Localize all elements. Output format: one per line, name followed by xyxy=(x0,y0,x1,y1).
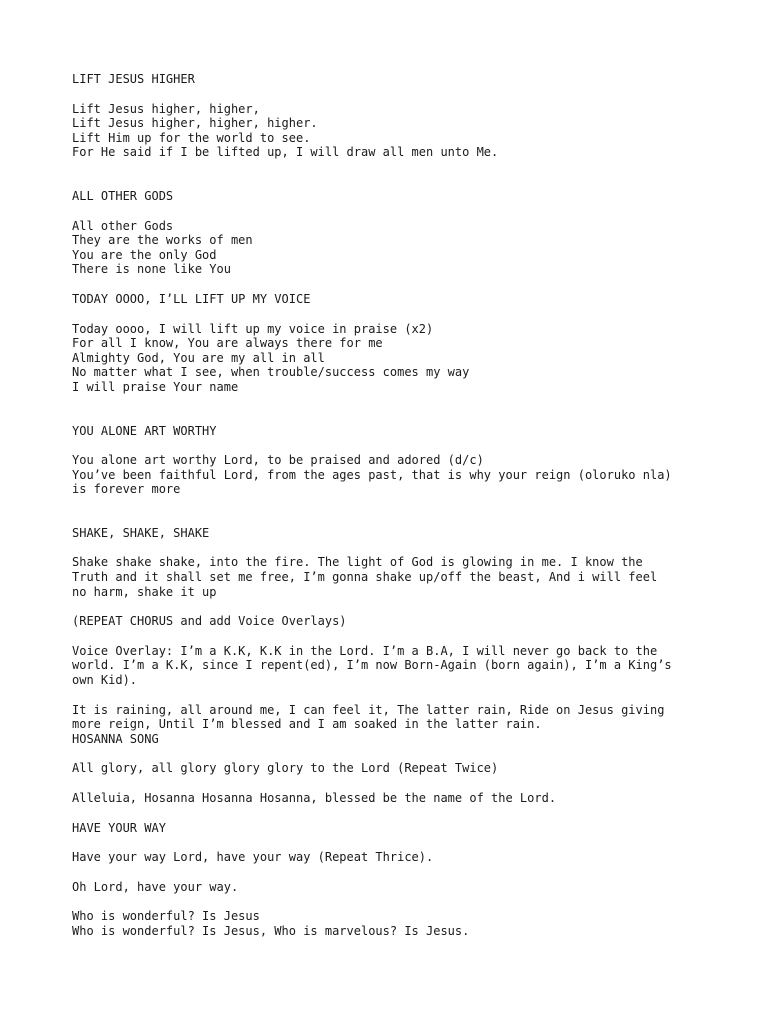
lyric-line: I will praise Your name xyxy=(72,379,239,394)
lyric-line: more reign, Until I’m blessed and I am soaked in the latter rain. xyxy=(72,717,542,732)
song-title: TODAY OOOO, I’LL LIFT UP MY VOICE xyxy=(72,291,311,306)
lyric-line: Lift Him up for the world to see. xyxy=(72,130,311,145)
lyric-line: You’ve been faithful Lord, from the ages past, that is why your reign (oloruko nla) xyxy=(72,467,672,482)
song-title: HOSANNA SONG xyxy=(72,731,159,746)
lyric-line: Lift Jesus higher, higher, higher. xyxy=(72,116,318,131)
lyric-line: no harm, shake it up xyxy=(72,584,217,599)
lyric-line: For He said if I be lifted up, I will draw all men unto Me. xyxy=(72,145,499,160)
song-title: LIFT JESUS HIGHER xyxy=(72,72,195,86)
lyric-line: world. I’m a K.K, since I repent(ed), I’m now Born-Again (born again), I’m a King’s xyxy=(72,658,672,673)
lyric-line: For all I know, You are always there for me xyxy=(72,336,383,351)
song-title: YOU ALONE ART WORTHY xyxy=(72,423,217,438)
lyric-line: All other Gods xyxy=(72,218,174,233)
lyric-line: Voice Overlay: I’m a K.K, K.K in the Lord. I’m a B.A, I will never go back to the xyxy=(72,643,658,658)
lyric-line: Today oooo, I will lift up my voice in praise (x2) xyxy=(72,321,434,336)
lyric-line: It is raining, all around me, I can feel it, The latter rain, Ride on Jesus giving xyxy=(72,702,665,717)
lyric-line: own Kid). xyxy=(72,673,138,688)
lyric-line: You are the only God xyxy=(72,247,217,262)
lyric-line: They are the works of men xyxy=(72,233,253,248)
song-title: ALL OTHER GODS xyxy=(72,188,174,203)
lyric-line: Oh Lord, have your way. xyxy=(72,879,239,894)
lyrics-document xyxy=(72,72,712,939)
lyric-line: You alone art worthy Lord, to be praised and adored (d/c) xyxy=(72,453,484,468)
lyric-line: Truth and it shall set me free, I’m gonna shake up/off the beast, And i will feel xyxy=(72,570,658,585)
lyric-line: All glory, all glory glory glory to the Lord (Repeat Twice) xyxy=(72,761,499,776)
lyric-line: Who is wonderful? Is Jesus xyxy=(72,909,260,924)
lyric-line: Who is wonderful? Is Jesus, Who is marvelous? Is Jesus. xyxy=(72,923,470,938)
song-title: SHAKE, SHAKE, SHAKE xyxy=(72,525,210,540)
lyric-line: There is none like You xyxy=(72,262,231,277)
lyric-line: (REPEAT CHORUS and add Voice Overlays) xyxy=(72,614,347,629)
lyric-line: No matter what I see, when trouble/success comes my way xyxy=(72,365,470,380)
lyric-line: Alleluia, Hosanna Hosanna Hosanna, blessed be the name of the Lord. xyxy=(72,791,557,805)
song-title: HAVE YOUR WAY xyxy=(72,820,166,835)
lyric-line: Have your way Lord, have your way (Repeat Thrice). xyxy=(72,850,434,865)
lyric-line: Lift Jesus higher, higher, xyxy=(72,101,260,116)
lyric-line: is forever more xyxy=(72,482,181,497)
lyric-line: Almighty God, You are my all in all xyxy=(72,350,325,365)
lyric-line: Shake shake shake, into the fire. The light of God is glowing in me. I know the xyxy=(72,555,643,570)
